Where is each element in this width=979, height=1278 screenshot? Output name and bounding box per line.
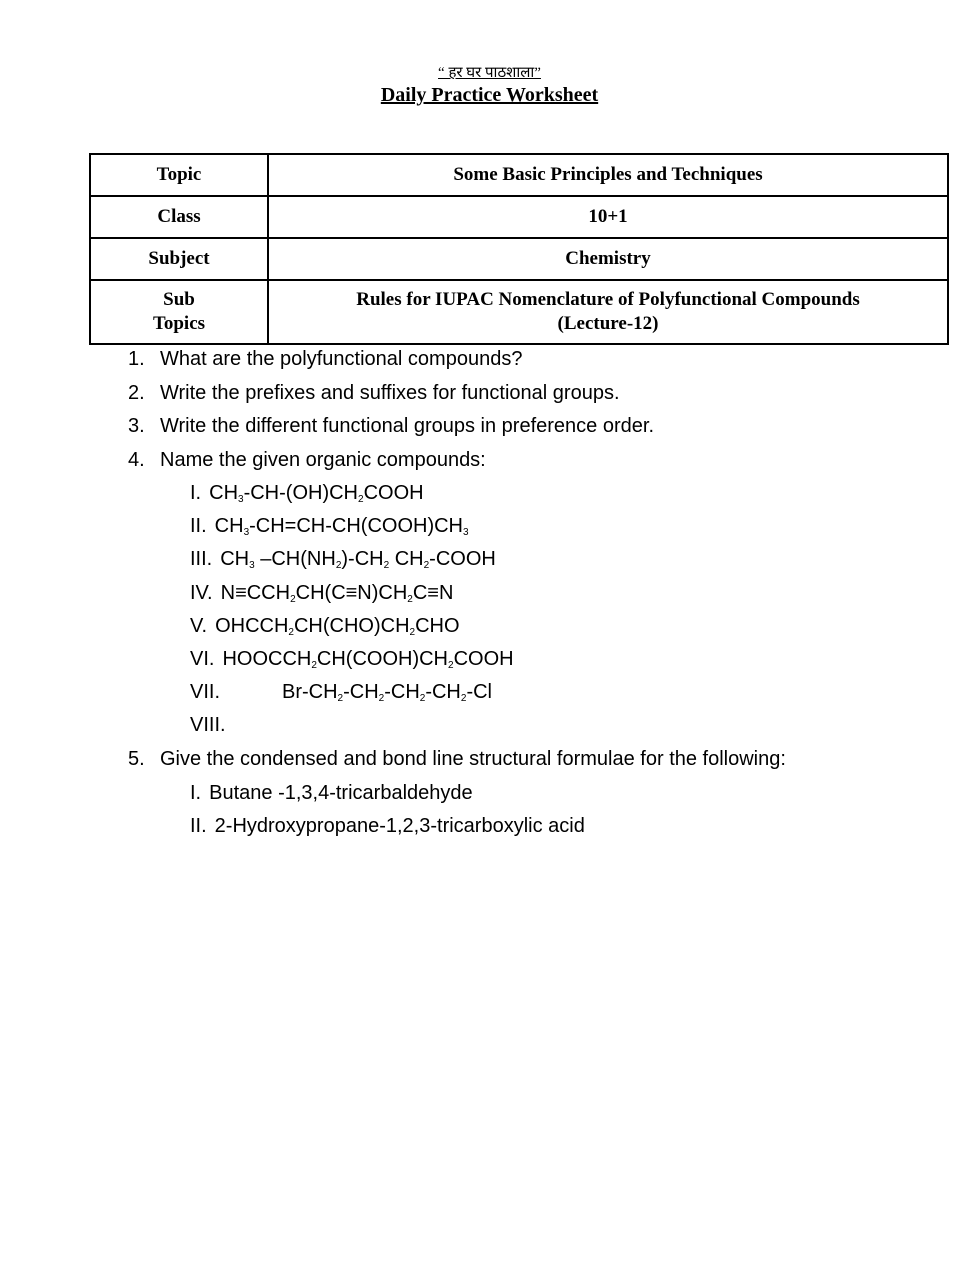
compound-item [190, 681, 492, 704]
compound-formula: $CH_3$ $-CH(NH_2)-CH_2$ $CH_2$-COOH [220, 548, 496, 571]
compound-item [190, 582, 453, 605]
question-item [128, 348, 522, 371]
structure-number: II. [190, 815, 207, 837]
worksheet-title: Daily Practice Worksheet [380, 84, 599, 106]
compound-item [190, 648, 514, 671]
question-item [128, 382, 620, 405]
table-row [90, 154, 948, 196]
subtopics-label-line1: Sub [163, 289, 195, 310]
question-text: Give the condensed and bond line structural formulae for the following: [160, 748, 786, 770]
topic-label: Topic [90, 154, 268, 196]
question-number: 3. [128, 415, 145, 437]
table-row [90, 238, 948, 280]
table-row [90, 196, 948, 238]
question-number: 5. [128, 748, 145, 770]
compound-formula: $CH_3-CH=CH-CH(COOH)CH_3$ [214, 515, 469, 538]
question-number: 4. [128, 449, 145, 471]
subtopics-value-line1: Rules for IUPAC Nomenclature of Polyfunctional Compounds [356, 289, 860, 310]
class-label: Class [90, 196, 268, 238]
compound-number: III. [190, 548, 213, 570]
structure-name: 2-Hydroxypropane-1,2,3-tricarboxylic acid [214, 815, 585, 837]
compound-formula: $N\equiv CCH_2CH(C\equiv N)CH_2C\equiv N$ [220, 582, 454, 605]
compound-item [190, 615, 460, 638]
structure-item [190, 782, 473, 805]
structure-item [190, 815, 585, 838]
compound-number: VIII. [190, 714, 226, 736]
compound-item [190, 515, 469, 538]
subtopics-value [268, 280, 948, 344]
compound-formula: $CH_3-CH-(OH)CH_2COOH$ [209, 482, 424, 505]
compound-number: V. [190, 615, 208, 637]
worksheet-info-table [89, 153, 949, 345]
compound-formula: $Br-CH_2-CH_2-CH_2-CH_2-Cl$ [282, 681, 492, 704]
compound-number: II. [190, 515, 207, 537]
question-text: Write the prefixes and suffixes for functional groups. [160, 382, 620, 404]
question-item [128, 449, 486, 472]
subtopics-label-line2: Topics [152, 313, 206, 334]
subject-value: Chemistry [268, 238, 948, 280]
subtopics-label [90, 280, 268, 344]
subtopics-value-line2: (Lecture-12) [557, 313, 659, 334]
topic-value: Some Basic Principles and Techniques [268, 154, 948, 196]
structure-number: I. [190, 782, 202, 804]
question-number: 2. [128, 382, 145, 404]
question-item [128, 415, 654, 438]
subject-label: Subject [90, 238, 268, 280]
compound-number: IV. [190, 582, 213, 604]
compound-item [190, 482, 424, 505]
question-text: Write the different functional groups in preference order. [160, 415, 654, 437]
class-value: 10+1 [268, 196, 948, 238]
worksheet-tagline: “ हर घर पाठशाला” [438, 65, 541, 81]
compound-number: I. [190, 482, 202, 504]
table-row [90, 280, 948, 344]
structure-name: Butane -1,3,4-tricarbaldehyde [209, 782, 473, 804]
question-text: What are the polyfunctional compounds? [160, 348, 523, 370]
question-number: 1. [128, 348, 145, 370]
compound-formula: $OHCCH_2CH(CHO)CH_2CHO$ [215, 615, 460, 638]
compound-item [190, 548, 496, 571]
compound-formula: $HOOCCH_2CH(COOH)CH_2COOH$ [222, 648, 514, 671]
compound-item [190, 714, 234, 737]
compound-number: VII. [190, 681, 221, 703]
question-text: Name the given organic compounds: [160, 449, 486, 471]
question-item [128, 748, 786, 771]
compound-number: VI. [190, 648, 215, 670]
